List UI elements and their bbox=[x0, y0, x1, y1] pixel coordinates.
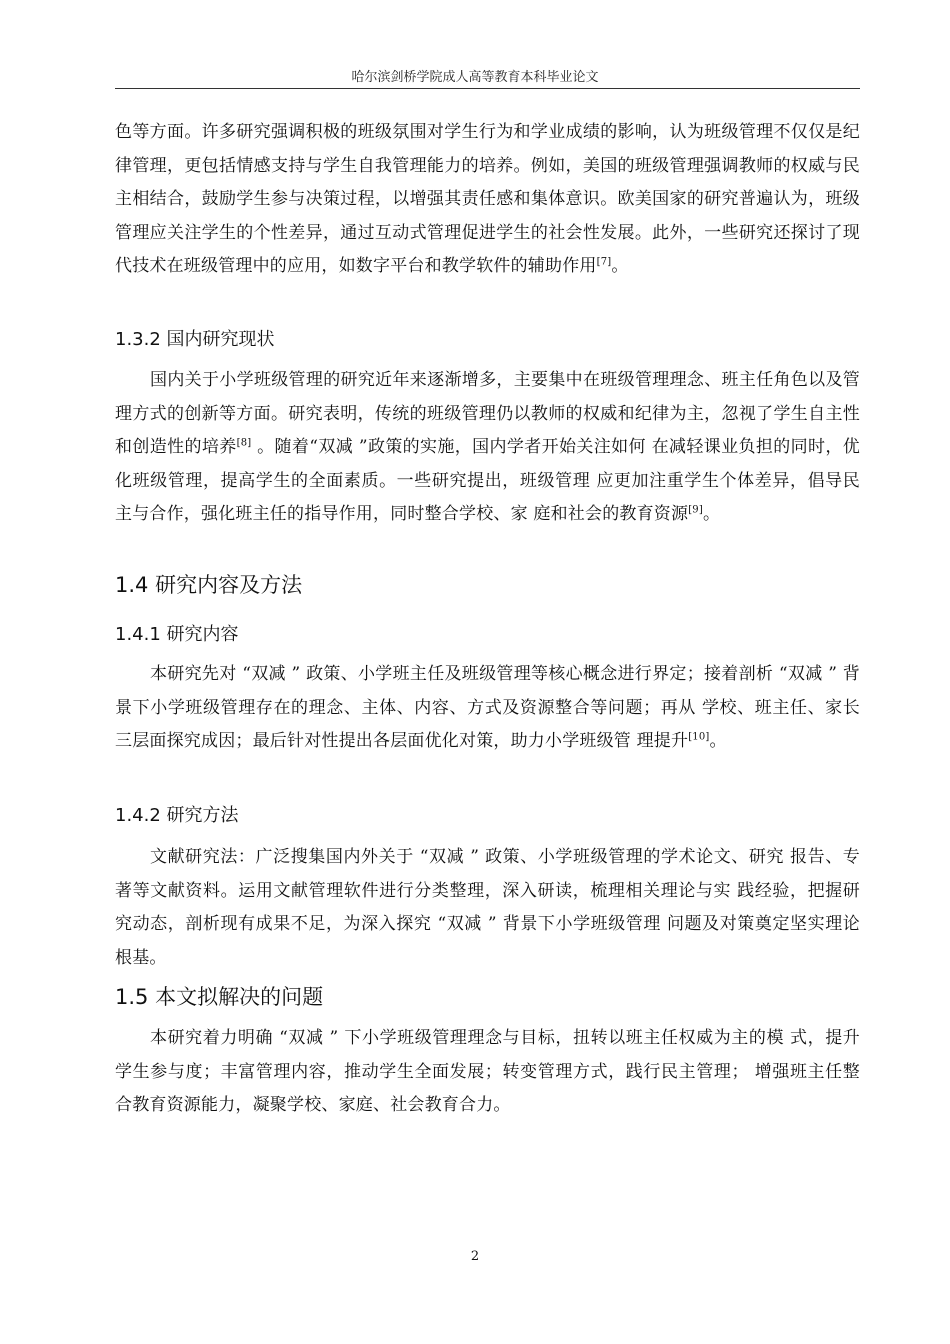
section-heading-1-4-1 bbox=[115, 620, 860, 646]
heading-text: 1.5 本文拟解决的问题 bbox=[115, 985, 324, 1009]
paragraph-text: 色等方面。许多研究强调积极的班级氛围对学生行为和学业成绩的影响，认为班级管理不仅仅是纪律管理，更包括情感支持与学生自我管理能力的培养。例如，美国的班级管理强调教师的权威与民主相结合，鼓励学生参与决策过程，以增强其责任感和集体意识。欧美国家的研究普遍认为，班级管理应关注学生的个性差异，通过互动式管理促进学生的社会性发展。此外，一些研究还探讨了现代技术在班级管理中的应用，如数字平台和教学软件的辅助作用 bbox=[115, 122, 860, 276]
paragraph-problems-to-solve bbox=[115, 1022, 860, 1123]
section-heading-1-5 bbox=[115, 981, 860, 1011]
running-header: 哈尔滨剑桥学院成人高等教育本科毕业论文 bbox=[351, 70, 599, 85]
heading-text: 1.4 研究内容及方法 bbox=[115, 573, 303, 597]
heading-text: 1.4.2 研究方法 bbox=[115, 805, 239, 826]
paragraph-end: 。 bbox=[702, 504, 721, 524]
heading-text: 1.4.1 研究内容 bbox=[115, 624, 239, 645]
page-number: 2 bbox=[470, 1249, 480, 1264]
paragraph-domestic-research bbox=[115, 364, 860, 532]
paragraph-text: 国内关于小学班级管理的研究近年来逐渐增多，主要集中在班级管理理念、班主任角色以及管理方式的创新等方面。研究表明，传统的班级管理仍以教师的权威和纪律为主，忽视了学生自主性和创造性的培养 bbox=[115, 370, 860, 457]
paragraph-foreign-research bbox=[115, 116, 860, 284]
paragraph-end: 。 bbox=[611, 256, 629, 276]
section-heading-1-4-2 bbox=[115, 801, 860, 827]
citation-ref: [8] bbox=[236, 437, 252, 449]
paragraph-research-content bbox=[115, 658, 860, 759]
section-heading-1-3-2 bbox=[115, 325, 860, 351]
heading-text: 1.3.2 国内研究现状 bbox=[115, 329, 275, 350]
paragraph-text: 文献研究法：广泛搜集国内外关于 “双减 ” 政策、小学班级管理的学术论文、研究 报告、专著等文献资料。运用文献管理软件进行分类整理，深入研读，梳理相关理论与实 践经验，把握研究动态，剖析现有成果不足，为深入探究 “双减 ” 背景下小学班级管理 问题及对策奠定坚实理论根基。 bbox=[115, 847, 860, 968]
section-heading-1-4 bbox=[115, 569, 860, 599]
header-rule bbox=[115, 88, 860, 89]
citation-ref: [7] bbox=[596, 256, 612, 268]
paragraph-research-method bbox=[115, 841, 860, 975]
paragraph-end: 。 bbox=[709, 731, 727, 751]
citation-ref: [9] bbox=[688, 504, 703, 516]
citation-ref: [10] bbox=[688, 731, 710, 743]
paragraph-text: 。随着“双减 ”政策的实施，国内学者开始关注如何 在减轻课业负担的同时，优化班级管理，提高学生的全面素质。一些研究提出，班级管理 应更加注重学生个体差异，倡导民主与合作，强化班主任的指导作用，同时整合学校、家 庭和社会的教育资源 bbox=[115, 437, 860, 524]
paragraph-text: 本研究先对 “双减 ” 政策、小学班主任及班级管理等核心概念进行界定；接着剖析 “双减 ” 背景下小学班级管理存在的理念、主体、内容、方式及资源整合等问题；再从 学校、班主任、家长三层面探究成因；最后针对性提出各层面优化对策，助力小学班级管 理提升 bbox=[115, 664, 860, 751]
paragraph-text: 本研究着力明确 “双减 ” 下小学班级管理理念与目标，扭转以班主任权威为主的模 式，提升学生参与度；丰富管理内容，推动学生全面发展；转变管理方式，践行民主管理； 增强班主任整合教育资源能力，凝聚学校、家庭、社会教育合力。 bbox=[115, 1028, 860, 1115]
